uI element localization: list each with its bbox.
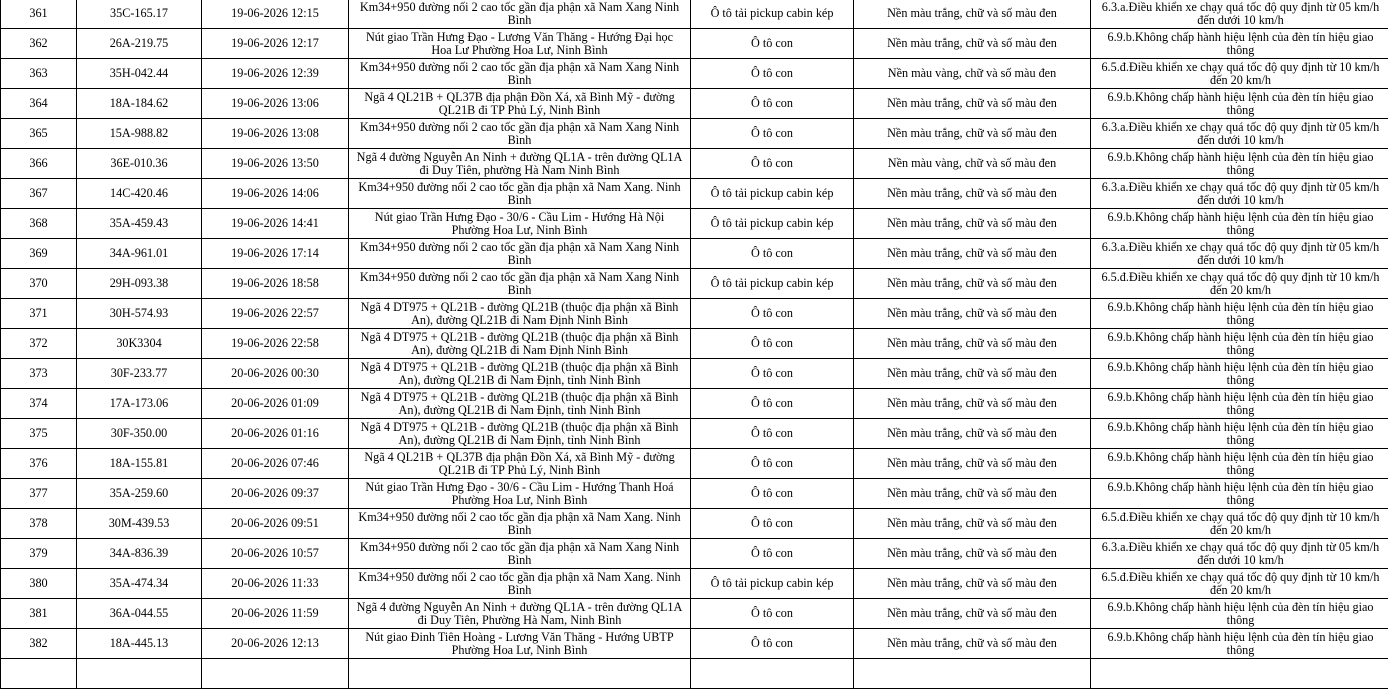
row-number-cell: 367 <box>1 179 77 209</box>
row-number-cell: 370 <box>1 269 77 299</box>
license-plate-cell <box>77 659 202 689</box>
row-number-cell: 372 <box>1 329 77 359</box>
table-row <box>1 389 1388 419</box>
vehicle-type-cell: Ô tô con <box>691 419 854 449</box>
violation-description-cell: 6.9.b.Không chấp hành hiệu lệnh của đèn tín hiệu giao thông <box>1091 629 1388 659</box>
table-row <box>1 539 1388 569</box>
license-plate-cell: 30F-350.00 <box>77 419 202 449</box>
violation-time-cell: 19-06-2026 14:06 <box>202 179 349 209</box>
plate-color-cell: Nền màu trắng, chữ và số màu đen <box>854 509 1091 539</box>
plate-color-cell: Nền màu vàng, chữ và số màu đen <box>854 59 1091 89</box>
violation-description-cell: 6.5.đ.Điều khiển xe chạy quá tốc độ quy định từ 10 km/h đến 20 km/h <box>1091 59 1388 89</box>
vehicle-type-cell: Ô tô tải pickup cabin kép <box>691 569 854 599</box>
row-number-cell: 364 <box>1 89 77 119</box>
violation-location-cell: Km34+950 đường nối 2 cao tốc gần địa phận xã Nam Xang Ninh Bình <box>349 539 691 569</box>
violation-time-cell: 20-06-2026 01:09 <box>202 389 349 419</box>
license-plate-cell: 15A-988.82 <box>77 119 202 149</box>
license-plate-cell: 14C-420.46 <box>77 179 202 209</box>
row-number-cell: 378 <box>1 509 77 539</box>
vehicle-type-cell: Ô tô con <box>691 629 854 659</box>
vehicle-type-cell: Ô tô con <box>691 509 854 539</box>
vehicle-type-cell: Ô tô con <box>691 89 854 119</box>
violation-location-cell: Ngã 4 DT975 + QL21B - đường QL21B (thuộc địa phận xã Bình An), đường QL21B đi Nam Định Ninh Bình <box>349 329 691 359</box>
violation-location-cell: Ngã 4 đường Nguyễn An Ninh + đường QL1A - trên đường QL1A đi Duy Tiên, Phường Hà Nam, Ninh Bình <box>349 599 691 629</box>
license-plate-cell: 35H-042.44 <box>77 59 202 89</box>
row-number-cell: 377 <box>1 479 77 509</box>
violation-time-cell: 19-06-2026 22:58 <box>202 329 349 359</box>
license-plate-cell: 36A-044.55 <box>77 599 202 629</box>
violation-time-cell: 19-06-2026 13:50 <box>202 149 349 179</box>
license-plate-cell: 30F-233.77 <box>77 359 202 389</box>
violation-location-cell: Nút giao Trần Hưng Đạo - 30/6 - Cầu Lim - Hướng Hà Nội Phường Hoa Lư, Ninh Bình <box>349 209 691 239</box>
violation-description-cell: 6.9.b.Không chấp hành hiệu lệnh của đèn tín hiệu giao thông <box>1091 29 1388 59</box>
table-row <box>1 239 1388 269</box>
plate-color-cell: Nền màu trắng, chữ và số màu đen <box>854 389 1091 419</box>
row-number-cell: 379 <box>1 539 77 569</box>
table-body <box>1 0 1388 689</box>
violation-time-cell: 19-06-2026 17:14 <box>202 239 349 269</box>
vehicle-type-cell: Ô tô con <box>691 479 854 509</box>
plate-color-cell: Nền màu trắng, chữ và số màu đen <box>854 419 1091 449</box>
violation-location-cell: Ngã 4 DT975 + QL21B - đường QL21B (thuộc địa phận xã Bình An), đường QL21B đi Nam Định, tỉnh Ninh Bình <box>349 359 691 389</box>
plate-color-cell: Nền màu trắng, chữ và số màu đen <box>854 269 1091 299</box>
plate-color-cell: Nền màu trắng, chữ và số màu đen <box>854 299 1091 329</box>
violation-location-cell: Km34+950 đường nối 2 cao tốc gần địa phận xã Nam Xang Ninh Bình <box>349 269 691 299</box>
violation-location-cell: Km34+950 đường nối 2 cao tốc gần địa phận xã Nam Xang. Ninh Bình <box>349 569 691 599</box>
violation-location-cell: Nút giao Trần Hưng Đạo - Lương Văn Thăng - Hướng Đại học Hoa Lư Phường Hoa Lư, Ninh Bình <box>349 29 691 59</box>
violation-description-cell: 6.9.b.Không chấp hành hiệu lệnh của đèn tín hiệu giao thông <box>1091 419 1388 449</box>
violation-description-cell: 6.3.a.Điều khiển xe chạy quá tốc độ quy định từ 05 km/h đến dưới 10 km/h <box>1091 239 1388 269</box>
violation-time-cell: 19-06-2026 13:06 <box>202 89 349 119</box>
violation-time-cell: 20-06-2026 11:59 <box>202 599 349 629</box>
violation-location-cell: Km34+950 đường nối 2 cao tốc gần địa phận xã Nam Xang. Ninh Bình <box>349 179 691 209</box>
license-plate-cell: 35A-259.60 <box>77 479 202 509</box>
violation-time-cell <box>202 659 349 689</box>
vehicle-type-cell: Ô tô con <box>691 149 854 179</box>
violation-location-cell: Ngã 4 DT975 + QL21B - đường QL21B (thuộc địa phận xã Bình An), đường QL21B đi Nam Định, tỉnh Ninh Bình <box>349 389 691 419</box>
violation-time-cell: 20-06-2026 07:46 <box>202 449 349 479</box>
row-number-cell: 369 <box>1 239 77 269</box>
vehicle-type-cell: Ô tô tải pickup cabin kép <box>691 0 854 29</box>
plate-color-cell: Nền màu trắng, chữ và số màu đen <box>854 479 1091 509</box>
table-row <box>1 659 1388 689</box>
plate-color-cell: Nền màu trắng, chữ và số màu đen <box>854 329 1091 359</box>
violation-time-cell: 19-06-2026 22:57 <box>202 299 349 329</box>
violation-time-cell: 20-06-2026 10:57 <box>202 539 349 569</box>
table-row <box>1 629 1388 659</box>
row-number-cell: 382 <box>1 629 77 659</box>
license-plate-cell: 18A-184.62 <box>77 89 202 119</box>
violation-description-cell: 6.5.đ.Điều khiển xe chạy quá tốc độ quy định từ 10 km/h đến 20 km/h <box>1091 569 1388 599</box>
plate-color-cell: Nền màu trắng, chữ và số màu đen <box>854 239 1091 269</box>
license-plate-cell: 35A-474.34 <box>77 569 202 599</box>
table-row <box>1 569 1388 599</box>
row-number-cell: 373 <box>1 359 77 389</box>
vehicle-type-cell: Ô tô con <box>691 599 854 629</box>
table-row <box>1 119 1388 149</box>
vehicle-type-cell: Ô tô tải pickup cabin kép <box>691 209 854 239</box>
table-row <box>1 179 1388 209</box>
violation-description-cell: 6.9.b.Không chấp hành hiệu lệnh của đèn tín hiệu giao thông <box>1091 599 1388 629</box>
plate-color-cell: Nền màu trắng, chữ và số màu đen <box>854 209 1091 239</box>
plate-color-cell: Nền màu trắng, chữ và số màu đen <box>854 119 1091 149</box>
plate-color-cell: Nền màu trắng, chữ và số màu đen <box>854 569 1091 599</box>
violation-location-cell: Km34+950 đường nối 2 cao tốc gần địa phận xã Nam Xang Ninh Bình <box>349 239 691 269</box>
table-row <box>1 299 1388 329</box>
violation-time-cell: 19-06-2026 12:15 <box>202 0 349 29</box>
violation-location-cell: Km34+950 đường nối 2 cao tốc gần địa phận xã Nam Xang Ninh Bình <box>349 119 691 149</box>
vehicle-type-cell: Ô tô con <box>691 239 854 269</box>
violation-location-cell: Ngã 4 đường Nguyễn An Ninh + đường QL1A - trên đường QL1A đi Duy Tiên, phường Hà Nam Ninh Bình <box>349 149 691 179</box>
vehicle-type-cell: Ô tô con <box>691 359 854 389</box>
row-number-cell: 374 <box>1 389 77 419</box>
license-plate-cell: 30M-439.53 <box>77 509 202 539</box>
table-row <box>1 89 1388 119</box>
row-number-cell: 363 <box>1 59 77 89</box>
violation-description-cell <box>1091 659 1388 689</box>
violation-description-cell: 6.3.a.Điều khiển xe chạy quá tốc độ quy định từ 05 km/h đến dưới 10 km/h <box>1091 0 1388 29</box>
violation-time-cell: 20-06-2026 09:51 <box>202 509 349 539</box>
plate-color-cell: Nền màu trắng, chữ và số màu đen <box>854 629 1091 659</box>
license-plate-cell: 18A-155.81 <box>77 449 202 479</box>
table-row <box>1 59 1388 89</box>
vehicle-type-cell: Ô tô con <box>691 119 854 149</box>
row-number-cell: 368 <box>1 209 77 239</box>
license-plate-cell: 30H-574.93 <box>77 299 202 329</box>
license-plate-cell: 34A-836.39 <box>77 539 202 569</box>
violation-description-cell: 6.9.b.Không chấp hành hiệu lệnh của đèn tín hiệu giao thông <box>1091 329 1388 359</box>
violation-location-cell: Ngã 4 QL21B + QL37B địa phận Đồn Xá, xã Bình Mỹ - đường QL21B đi TP Phủ Lý, Ninh Bình <box>349 449 691 479</box>
vehicle-type-cell: Ô tô con <box>691 329 854 359</box>
plate-color-cell: Nền màu trắng, chữ và số màu đen <box>854 29 1091 59</box>
violation-description-cell: 6.9.b.Không chấp hành hiệu lệnh của đèn tín hiệu giao thông <box>1091 209 1388 239</box>
table-row <box>1 449 1388 479</box>
license-plate-cell: 30K3304 <box>77 329 202 359</box>
violation-time-cell: 20-06-2026 00:30 <box>202 359 349 389</box>
license-plate-cell: 18A-445.13 <box>77 629 202 659</box>
plate-color-cell: Nền màu vàng, chữ và số màu đen <box>854 149 1091 179</box>
violation-location-cell: Km34+950 đường nối 2 cao tốc gần địa phận xã Nam Xang Ninh Bình <box>349 0 691 29</box>
table-row <box>1 479 1388 509</box>
violation-time-cell: 19-06-2026 14:41 <box>202 209 349 239</box>
table-row <box>1 509 1388 539</box>
row-number-cell: 365 <box>1 119 77 149</box>
violation-time-cell: 20-06-2026 11:33 <box>202 569 349 599</box>
row-number-cell: 375 <box>1 419 77 449</box>
vehicle-type-cell: Ô tô con <box>691 29 854 59</box>
row-number-cell: 362 <box>1 29 77 59</box>
table-row <box>1 599 1388 629</box>
violation-location-cell: Km34+950 đường nối 2 cao tốc gần địa phận xã Nam Xang Ninh Bình <box>349 59 691 89</box>
plate-color-cell: Nền màu trắng, chữ và số màu đen <box>854 0 1091 29</box>
row-number-cell: 361 <box>1 0 77 29</box>
license-plate-cell: 34A-961.01 <box>77 239 202 269</box>
plate-color-cell: Nền màu trắng, chữ và số màu đen <box>854 89 1091 119</box>
violation-description-cell: 6.5.đ.Điều khiển xe chạy quá tốc độ quy định từ 10 km/h đến 20 km/h <box>1091 269 1388 299</box>
violation-location-cell <box>349 659 691 689</box>
plate-color-cell: Nền màu trắng, chữ và số màu đen <box>854 179 1091 209</box>
row-number-cell: 366 <box>1 149 77 179</box>
violation-description-cell: 6.9.b.Không chấp hành hiệu lệnh của đèn tín hiệu giao thông <box>1091 359 1388 389</box>
license-plate-cell: 17A-173.06 <box>77 389 202 419</box>
license-plate-cell: 35A-459.43 <box>77 209 202 239</box>
table-row <box>1 329 1388 359</box>
violation-description-cell: 6.9.b.Không chấp hành hiệu lệnh của đèn tín hiệu giao thông <box>1091 479 1388 509</box>
vehicle-type-cell: Ô tô con <box>691 539 854 569</box>
row-number-cell <box>1 659 77 689</box>
plate-color-cell <box>854 659 1091 689</box>
row-number-cell: 376 <box>1 449 77 479</box>
violation-description-cell: 6.3.a.Điều khiển xe chạy quá tốc độ quy định từ 05 km/h đến dưới 10 km/h <box>1091 539 1388 569</box>
violation-description-cell: 6.5.đ.Điều khiển xe chạy quá tốc độ quy định từ 10 km/h đến 20 km/h <box>1091 509 1388 539</box>
violation-time-cell: 19-06-2026 12:39 <box>202 59 349 89</box>
violation-time-cell: 19-06-2026 12:17 <box>202 29 349 59</box>
vehicle-type-cell: Ô tô tải pickup cabin kép <box>691 269 854 299</box>
table-row <box>1 419 1388 449</box>
table-row <box>1 0 1388 29</box>
violation-location-cell: Nút giao Đinh Tiên Hoàng - Lương Văn Thăng - Hướng UBTP Phường Hoa Lư, Ninh Bình <box>349 629 691 659</box>
row-number-cell: 381 <box>1 599 77 629</box>
violation-description-cell: 6.9.b.Không chấp hành hiệu lệnh của đèn tín hiệu giao thông <box>1091 449 1388 479</box>
violation-description-cell: 6.3.a.Điều khiển xe chạy quá tốc độ quy định từ 05 km/h đến dưới 10 km/h <box>1091 179 1388 209</box>
violation-description-cell: 6.9.b.Không chấp hành hiệu lệnh của đèn tín hiệu giao thông <box>1091 299 1388 329</box>
violation-location-cell: Nút giao Trần Hưng Đạo - 30/6 - Cầu Lim - Hướng Thanh Hoá Phường Hoa Lư, Ninh Bình <box>349 479 691 509</box>
vehicle-type-cell: Ô tô con <box>691 389 854 419</box>
table-row <box>1 359 1388 389</box>
violation-description-cell: 6.9.b.Không chấp hành hiệu lệnh của đèn tín hiệu giao thông <box>1091 389 1388 419</box>
violation-time-cell: 20-06-2026 12:13 <box>202 629 349 659</box>
vehicle-type-cell: Ô tô con <box>691 299 854 329</box>
table-row <box>1 29 1388 59</box>
plate-color-cell: Nền màu trắng, chữ và số màu đen <box>854 599 1091 629</box>
plate-color-cell: Nền màu trắng, chữ và số màu đen <box>854 359 1091 389</box>
license-plate-cell: 29H-093.38 <box>77 269 202 299</box>
table-row <box>1 269 1388 299</box>
violation-location-cell: Ngã 4 DT975 + QL21B - đường QL21B (thuộc địa phận xã Bình An), đường QL21B đi Nam Định Ninh Bình <box>349 299 691 329</box>
vehicle-type-cell <box>691 659 854 689</box>
vehicle-type-cell: Ô tô tải pickup cabin kép <box>691 179 854 209</box>
violation-location-cell: Ngã 4 QL21B + QL37B địa phận Đồn Xá, xã Bình Mỹ - đường QL21B đi TP Phủ Lý, Ninh Bình <box>349 89 691 119</box>
violation-location-cell: Ngã 4 DT975 + QL21B - đường QL21B (thuộc địa phận xã Bình An), đường QL21B đi Nam Định, tỉnh Ninh Bình <box>349 419 691 449</box>
table-row <box>1 209 1388 239</box>
violation-time-cell: 19-06-2026 13:08 <box>202 119 349 149</box>
violation-time-cell: 20-06-2026 01:16 <box>202 419 349 449</box>
license-plate-cell: 35C-165.17 <box>77 0 202 29</box>
license-plate-cell: 26A-219.75 <box>77 29 202 59</box>
vehicle-type-cell: Ô tô con <box>691 449 854 479</box>
violation-location-cell: Km34+950 đường nối 2 cao tốc gần địa phận xã Nam Xang. Ninh Bình <box>349 509 691 539</box>
row-number-cell: 380 <box>1 569 77 599</box>
vehicle-type-cell: Ô tô con <box>691 59 854 89</box>
plate-color-cell: Nền màu trắng, chữ và số màu đen <box>854 449 1091 479</box>
violation-description-cell: 6.3.a.Điều khiển xe chạy quá tốc độ quy định từ 05 km/h đến dưới 10 km/h <box>1091 119 1388 149</box>
violation-time-cell: 19-06-2026 18:58 <box>202 269 349 299</box>
table-row <box>1 149 1388 179</box>
row-number-cell: 371 <box>1 299 77 329</box>
violation-description-cell: 6.9.b.Không chấp hành hiệu lệnh của đèn tín hiệu giao thông <box>1091 149 1388 179</box>
license-plate-cell: 36E-010.36 <box>77 149 202 179</box>
plate-color-cell: Nền màu trắng, chữ và số màu đen <box>854 539 1091 569</box>
violation-description-cell: 6.9.b.Không chấp hành hiệu lệnh của đèn tín hiệu giao thông <box>1091 89 1388 119</box>
violation-time-cell: 20-06-2026 09:37 <box>202 479 349 509</box>
